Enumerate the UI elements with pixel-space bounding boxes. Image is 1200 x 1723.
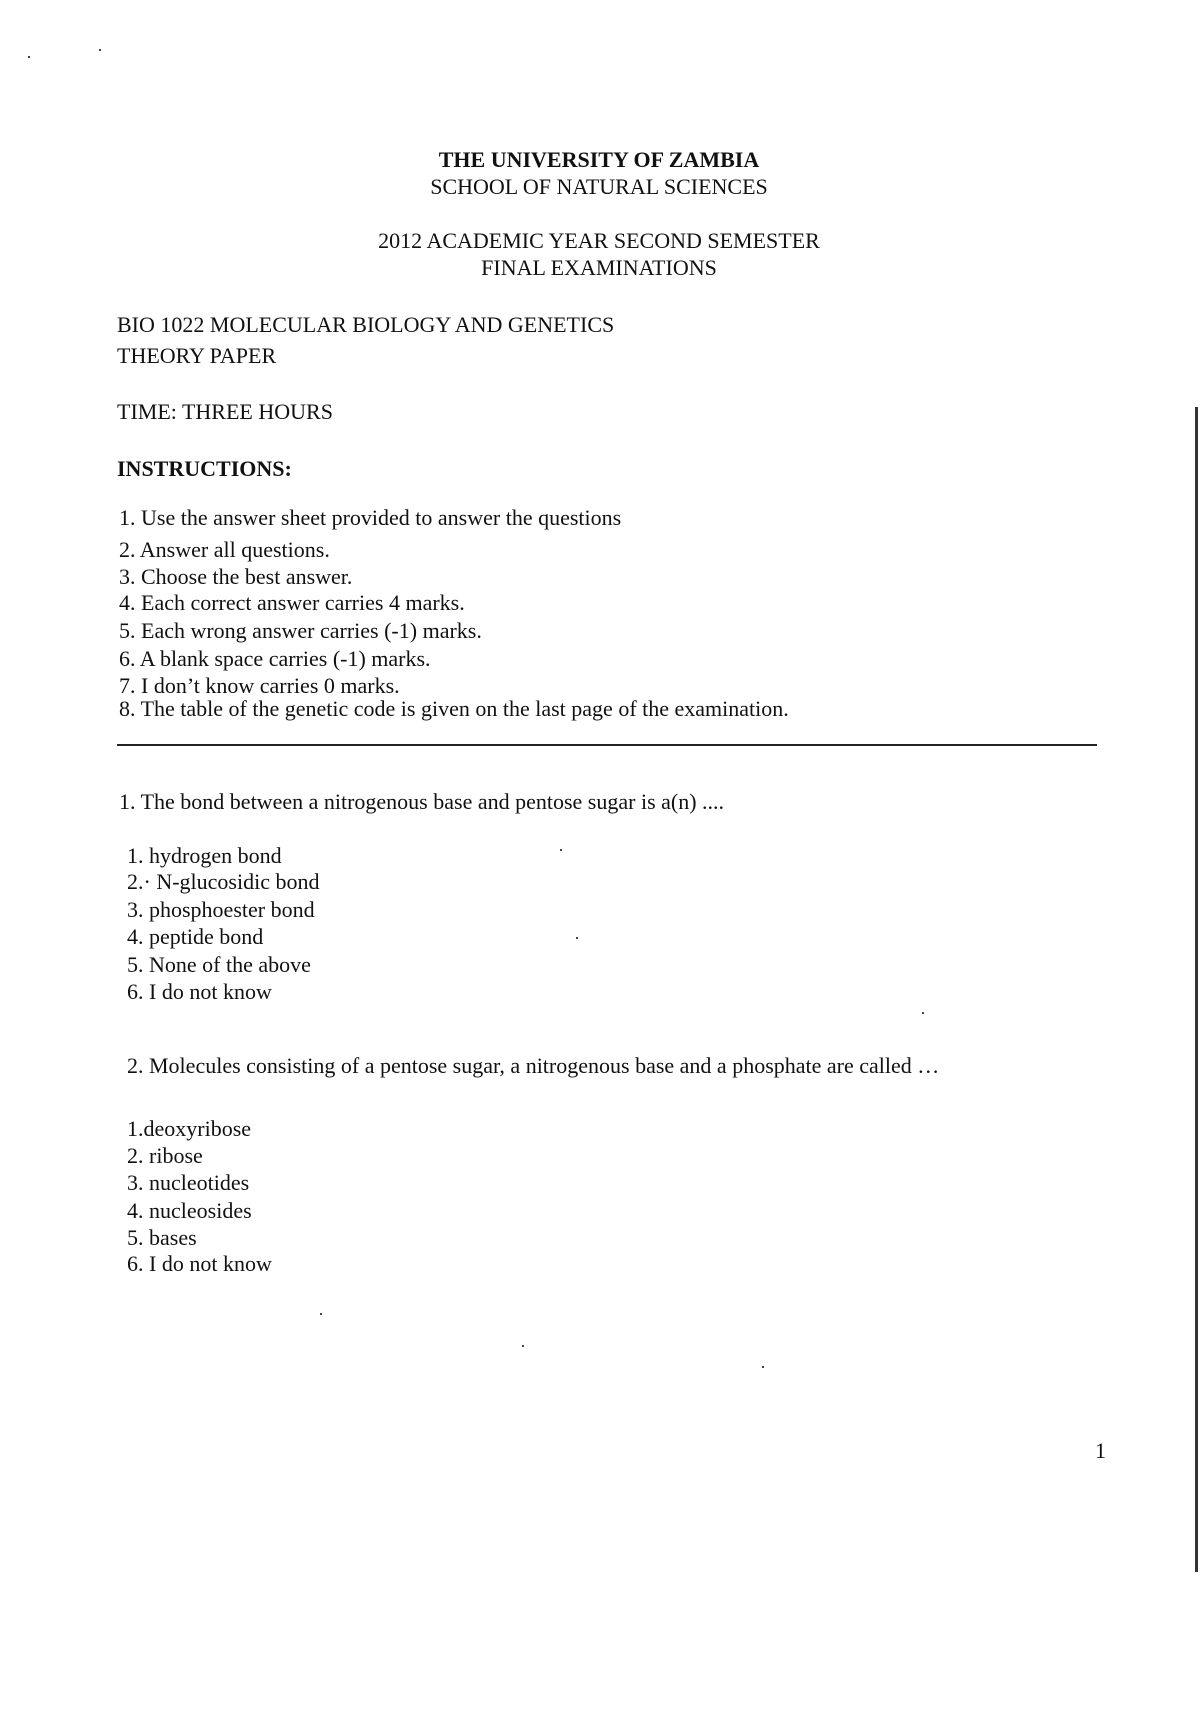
exam-title: FINAL EXAMINATIONS — [481, 255, 717, 280]
instruction-item: 8. The table of the genetic code is given on the last page of the examination. — [119, 696, 789, 721]
question-1-option: 6. I do not know — [127, 979, 272, 1004]
scan-speck — [320, 1313, 322, 1315]
scan-speck — [560, 849, 562, 851]
question-2-text: 2. Molecules consisting of a pentose sugar, a nitrogenous base and a phosphate are called … — [127, 1053, 940, 1078]
page-number: 1 — [1095, 1438, 1106, 1463]
session-title: 2012 ACADEMIC YEAR SECOND SEMESTER — [378, 228, 820, 253]
course-title: BIO 1022 MOLECULAR BIOLOGY AND GENETICS — [117, 312, 615, 337]
instruction-item: 6. A blank space carries (-1) marks. — [119, 646, 431, 671]
instruction-item: 4. Each correct answer carries 4 marks. — [119, 590, 465, 615]
question-2-option: 6. I do not know — [127, 1251, 272, 1276]
instruction-item: 3. Choose the best answer. — [119, 564, 353, 589]
question-2-option: 3. nucleotides — [127, 1170, 250, 1195]
instruction-item: 2. Answer all questions. — [119, 537, 330, 562]
question-1-option: 1. hydrogen bond — [127, 843, 282, 868]
instruction-item: 5. Each wrong answer carries (-1) marks. — [119, 618, 482, 643]
scan-edge-mark — [1195, 407, 1198, 1572]
scan-speck — [922, 1012, 924, 1014]
university-name: THE UNIVERSITY OF ZAMBIA — [438, 147, 760, 172]
scan-speck — [522, 1345, 524, 1347]
question-1-text: 1. The bond between a nitrogenous base and pentose sugar is a(n) .... — [119, 789, 725, 814]
question-2-option: 2. ribose — [127, 1143, 203, 1168]
exam-duration: TIME: THREE HOURS — [117, 399, 333, 424]
instruction-item: 1. Use the answer sheet provided to answer the questions — [119, 505, 622, 530]
question-1-option: 5. None of the above — [127, 952, 311, 977]
question-1-option: 2.· N-glucosidic bond — [127, 869, 320, 894]
scan-speck — [762, 1366, 764, 1368]
school-name: SCHOOL OF NATURAL SCIENCES — [430, 174, 768, 199]
instructions-heading: INSTRUCTIONS: — [117, 456, 292, 481]
paper-type: THEORY PAPER — [117, 343, 277, 368]
question-2-option: 1.deoxyribose — [127, 1116, 252, 1141]
scan-speck — [576, 937, 578, 939]
scan-speck — [99, 49, 101, 51]
question-1-option: 3. phosphoester bond — [127, 897, 315, 922]
instruction-item: 7. I don’t know carries 0 marks. — [119, 673, 400, 698]
scan-speck — [28, 56, 30, 58]
question-2-option: 5. bases — [127, 1225, 197, 1250]
section-divider — [117, 744, 1097, 746]
question-2-option: 4. nucleosides — [127, 1198, 252, 1223]
question-1-option: 4. peptide bond — [127, 924, 264, 949]
